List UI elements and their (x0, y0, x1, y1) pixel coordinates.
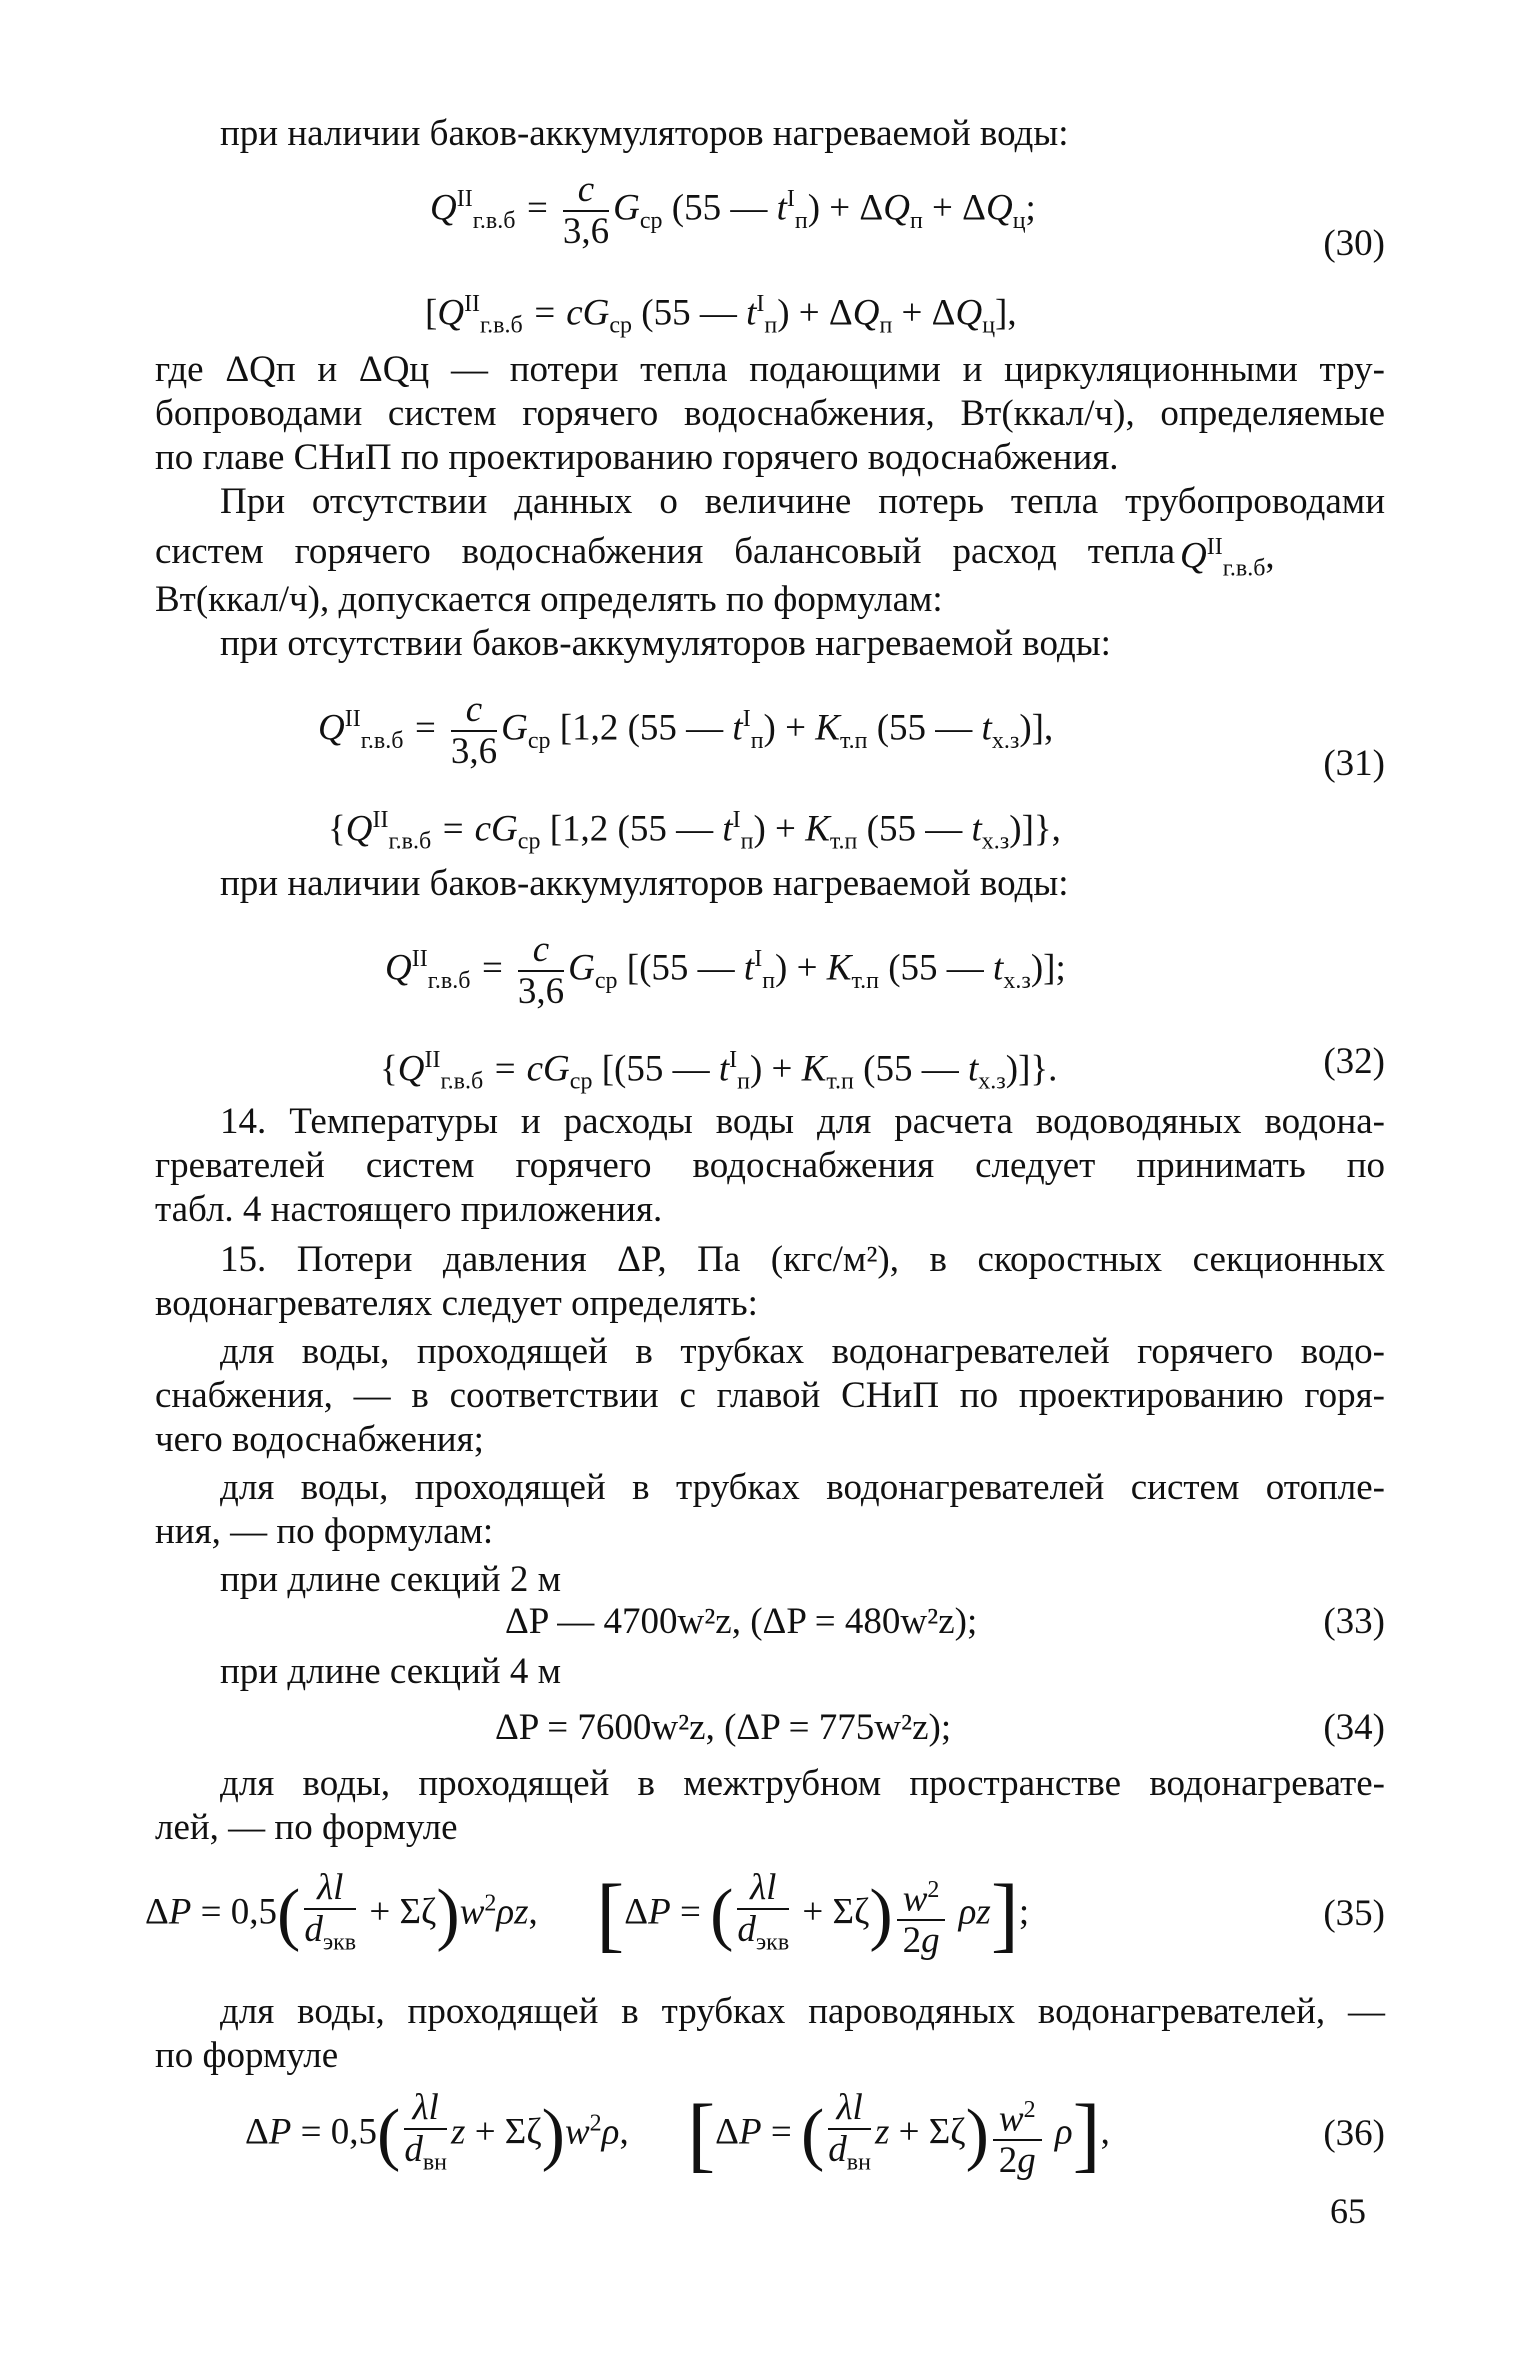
inline-formula-q: $Q^{II}_{г.в.б}$, (1180, 534, 1275, 582)
formula-33: ΔP — 4700w²z, (ΔP = 480w²z); (505, 1601, 978, 1642)
text-line: при наличии баков-аккумуляторов нагреваемой воды: (220, 863, 1069, 904)
text-line: табл. 4 настоящего приложения. (155, 1189, 663, 1230)
page-number: 65 (1330, 2191, 1366, 2231)
formula-31b: {$Q^{II}_{г.в.б} = cG_{ср}$ [1,2 (55 — $t^I_п) + K_{т.п}$ (55 — $t_{х.з}$)]}, (328, 807, 1061, 855)
text-line: для воды, проходящей в трубках водонагревателей систем отопле- (220, 1467, 1385, 1508)
formula-30a: $Q^{II}_{г.в.б}$ = $\frac{c}{3,6}$ $G_{ср}$ (55 — $t^I_п) + \Delta Q_п + \Delta Q_ц$; (430, 169, 1036, 252)
text-line: при наличии баков-аккумуляторов нагреваемой воды: (220, 113, 1069, 154)
equation-number-34: (34) (1323, 1707, 1385, 1748)
text-line: где ΔQп и ΔQц — потери тепла подающими и циркуляционными тру- (155, 349, 1385, 390)
text-line: гревателей систем горячего водоснабжения следует принимать по (155, 1145, 1385, 1186)
equation-number-36: (36) (1323, 2113, 1385, 2154)
text-line: для воды, проходящей в трубках пароводяных водонагревателей, — (220, 1991, 1385, 2032)
text-line: при длине секций 4 м (220, 1651, 562, 1692)
equation-number-31: (31) (1323, 743, 1385, 784)
text-line: по формуле (155, 2035, 339, 2076)
text-line: 15. Потери давления ΔP, Па (кгс/м²), в скоростных секционных (220, 1239, 1385, 1280)
equation-number-30: (30) (1323, 223, 1385, 264)
formula-34: ΔP = 7600w²z, (ΔP = 775w²z); (495, 1707, 952, 1748)
formula-31a: $Q^{II}_{г.в.б}$ = $\frac{c}{3,6}$ $G_{ср}$ [1,2 (55 — $t^I_п) + K_{т.п}$ (55 — $t_{х.з}$)], (318, 689, 1054, 772)
formula-32b: {$Q^{II}_{г.в.б} = cG_{ср}$ [(55 — $t^I_п) + K_{т.п}$ (55 — $t_{х.з}$)]}. (380, 1047, 1058, 1095)
equation-number-35: (35) (1323, 1893, 1385, 1934)
formula-32a: $Q^{II}_{г.в.б}$ = $\frac{c}{3,6}$ $G_{ср}$ [(55 — $t^I_п) + K_{т.п}$ (55 — $t_{х.з}$)]; (385, 929, 1066, 1012)
text-line: бопроводами систем горячего водоснабжения, Вт(ккал/ч), определяемые (155, 393, 1385, 434)
text-line: лей, — по формуле (155, 1807, 458, 1848)
text-line: Вт(ккал/ч), допускается определять по формулам: (155, 579, 943, 620)
text-line: ния, — по формулам: (155, 1511, 494, 1552)
text-line: для воды, проходящей в межтрубном пространстве водонагревате- (220, 1763, 1385, 1804)
text-line: по главе СНиП по проектированию горячего водоснабжения. (155, 437, 1119, 478)
text-line: чего водоснабжения; (155, 1419, 484, 1460)
text-line: систем горячего водоснабжения балансовый расход тепла (155, 531, 1175, 572)
text-line: водонагревателях следует определять: (155, 1283, 758, 1324)
equation-number-32: (32) (1323, 1041, 1385, 1082)
equation-number-33: (33) (1323, 1601, 1385, 1642)
formula-30b: [$Q^{II}_{г.в.б} = cG_{ср}$ (55 — $t^I_п) + \Delta Q_п + \Delta Q_ц$], (425, 291, 1017, 339)
text-line: при отсутствии баков-аккумуляторов нагреваемой воды: (220, 623, 1111, 664)
text-line: для воды, проходящей в трубках водонагревателей горячего водо- (220, 1331, 1385, 1372)
formula-36: ΔP = 0,5( $\frac{\lambda l}{d_{вн}}$ $z + \Sigma\zeta)w^2\rho$, [ΔP = ( $\frac{\lambda l}{d_{вн}}$ z + Σζ) $\frac{w^2}{2g}$ ρ], (245, 2087, 1110, 2182)
formula-35: ΔP = 0,5( $\frac{\lambda l}{d_{экв}}$ + $\Sigma\zeta)w^2\rho z$, [ΔP = ( $\frac{\lambda l}{d_{экв}}$ + Σζ) $\frac{w^2}{2g}$ ρz]; (145, 1867, 1030, 1962)
text-line: при длине секций 2 м (220, 1559, 562, 1600)
text-line: снабжения, — в соответствии с главой СНиП по проектированию горя- (155, 1375, 1385, 1416)
text-line: 14. Температуры и расходы воды для расчета водоводяных водона- (220, 1101, 1385, 1142)
text-line: При отсутствии данных о величине потерь тепла трубопроводами (220, 481, 1385, 522)
